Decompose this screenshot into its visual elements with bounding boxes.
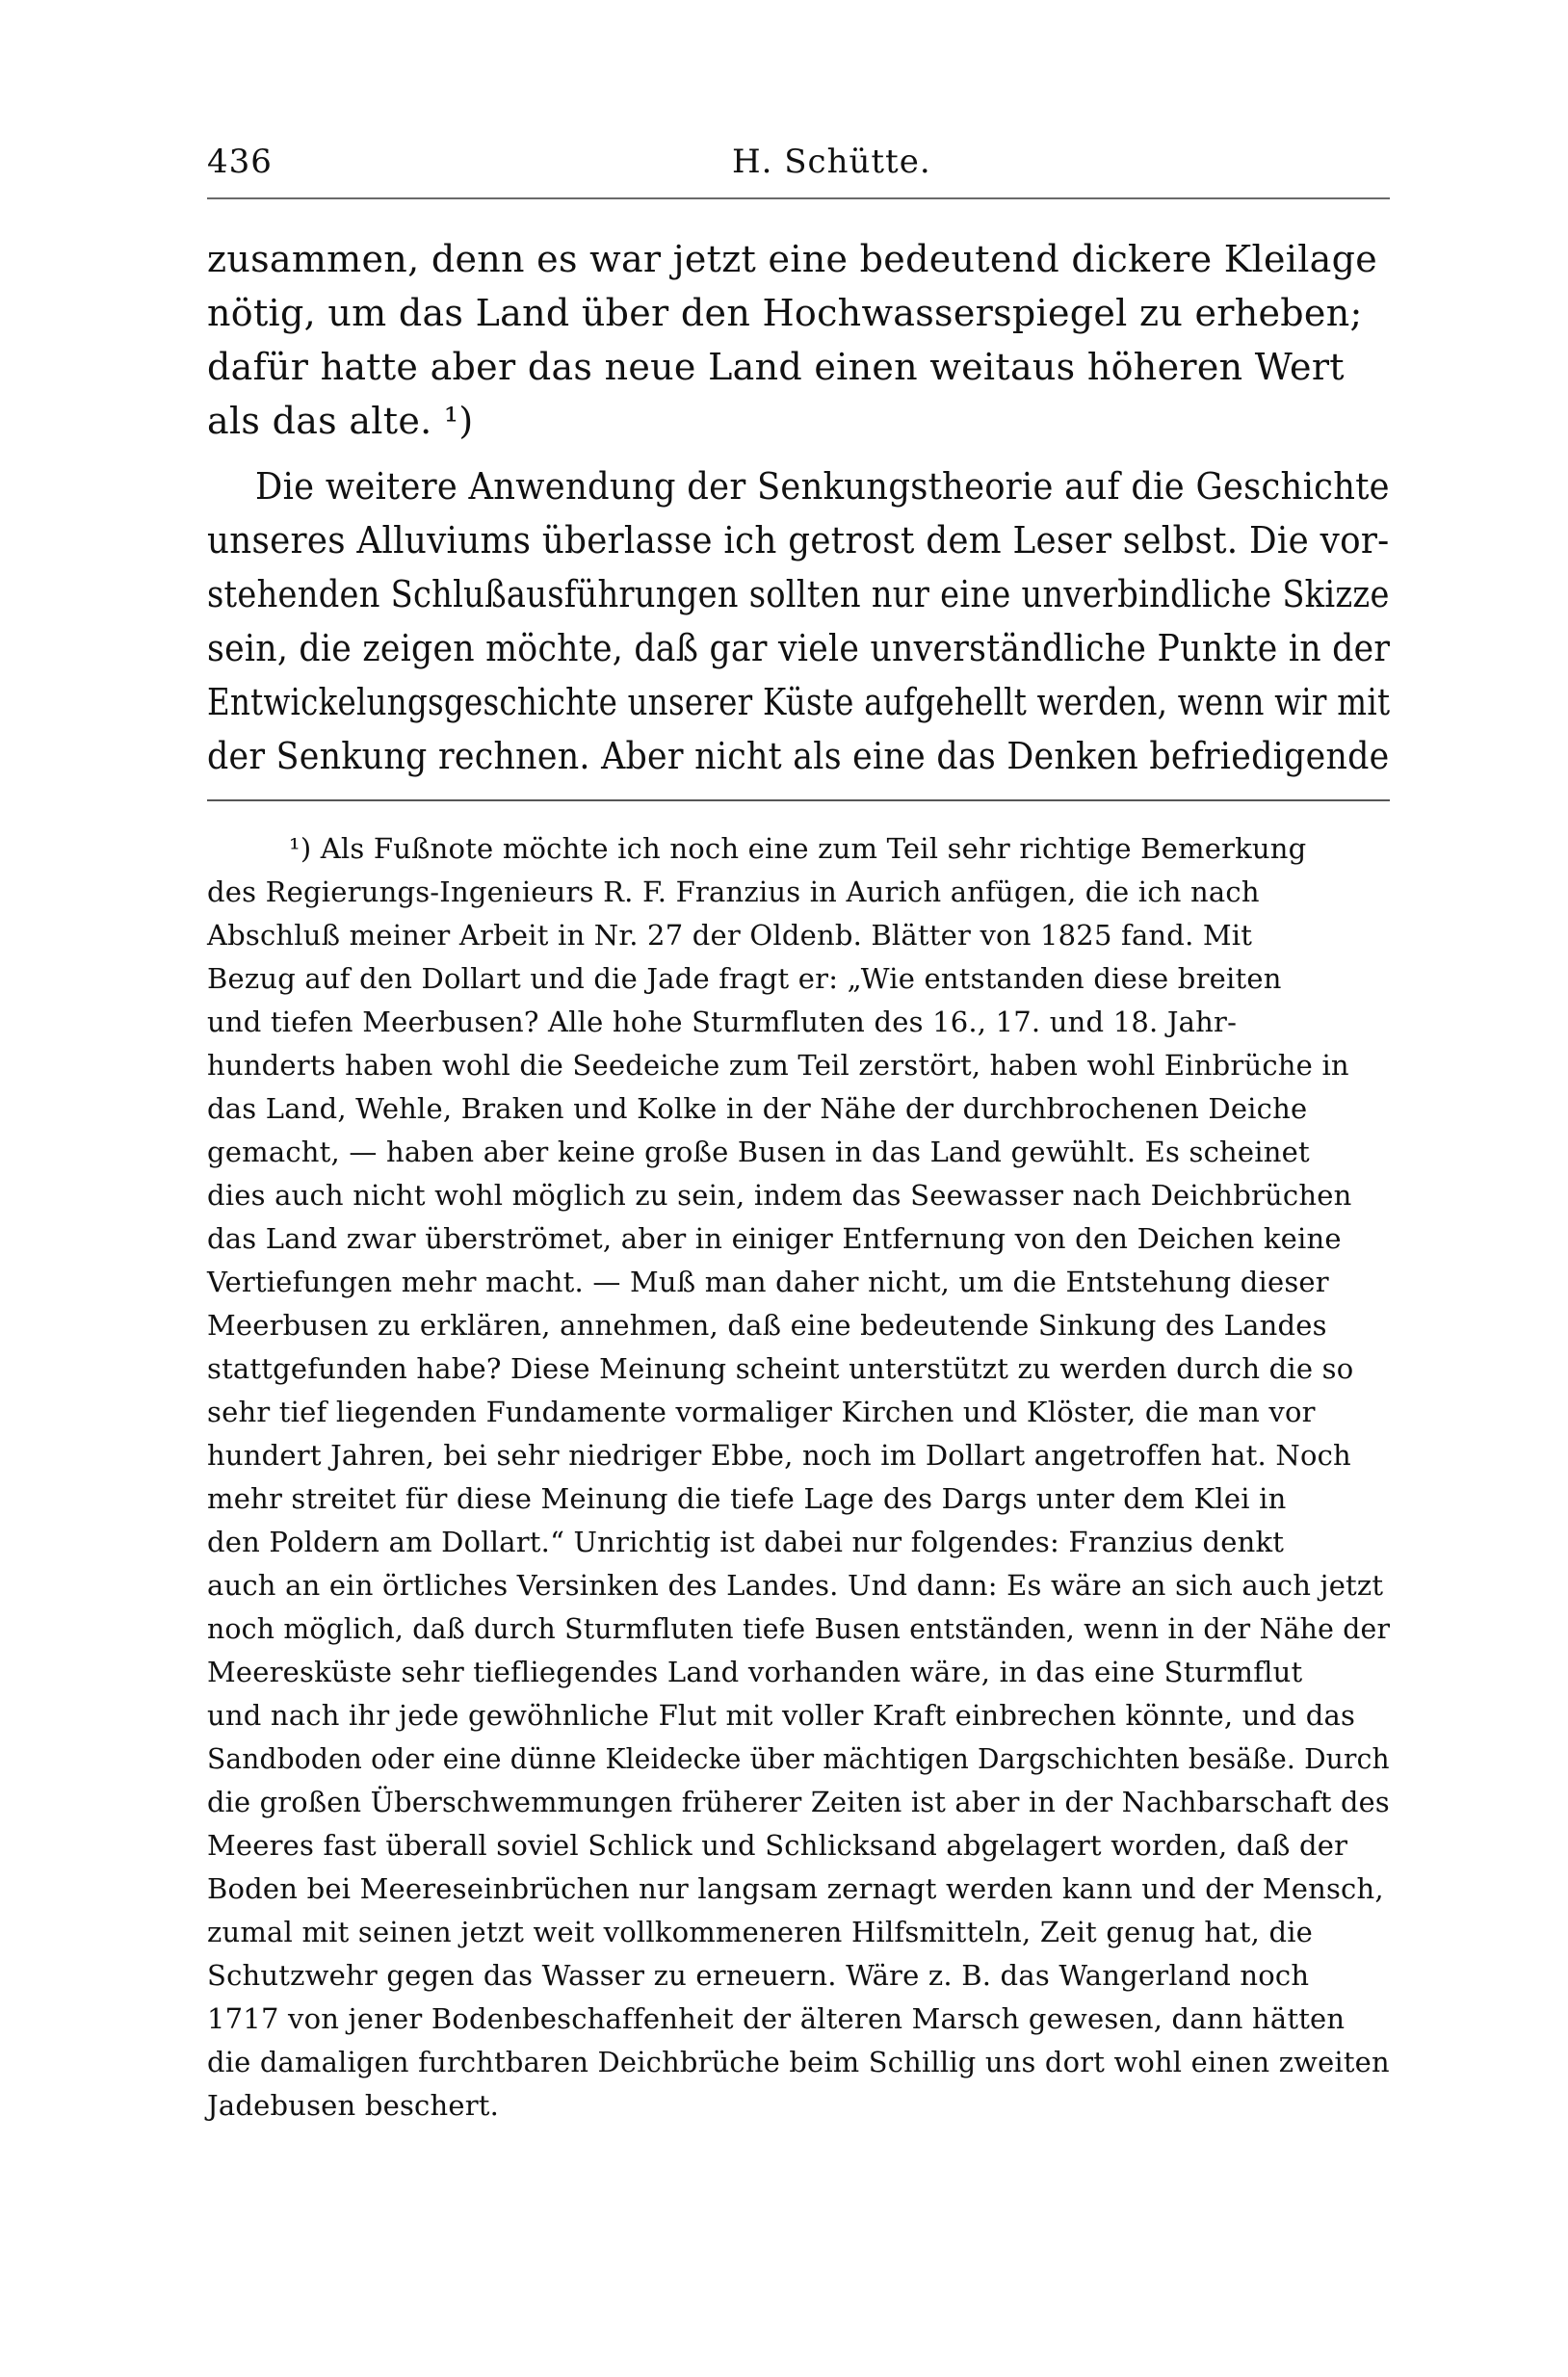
footnote-line: und tiefen Meerbusen? Alle hohe Sturmfluten des 16., 17. und 18. Jahr-: [207, 1006, 1238, 1038]
footnote-line: Schutzwehr gegen das Wasser zu erneuern. Wäre z. B. das Wangerland noch: [207, 1959, 1310, 1992]
footnote-line: gemacht, — haben aber keine große Busen in das Land gewühlt. Es scheinet: [207, 1136, 1310, 1168]
body-line: nötig, um das Land über den Hochwasserspiegel zu erheben;: [207, 292, 1363, 334]
footnote-line: auch an ein örtliches Versinken des Landes. Und dann: Es wäre an sich auch jetzt: [207, 1569, 1384, 1602]
body-line: zusammen, denn es war jetzt eine bedeutend dickere Kleilage: [207, 238, 1378, 280]
footnote-line: Meeres fast überall soviel Schlick und Schlicksand abgelagert worden, daß der: [207, 1829, 1348, 1862]
footnote-line: 1717 von jener Bodenbeschaffenheit der älteren Marsch gewesen, dann hätten: [207, 2002, 1346, 2035]
footnote-line: Abschluß meiner Arbeit in Nr. 27 der Oldenb. Blätter von 1825 fand. Mit: [207, 919, 1253, 952]
running-head: H. Schütte.: [732, 143, 931, 181]
footnote-line: Bezug auf den Dollart und die Jade fragt er: „Wie entstanden diese breiten: [207, 962, 1282, 995]
body-line: sein, die zeigen möchte, daß gar viele unverständliche Punkte in der: [207, 627, 1391, 669]
footnote-line: das Land, Wehle, Braken und Kolke in der Nähe der durchbrochenen Deiche: [207, 1092, 1308, 1125]
footnote-line: die großen Überschwemmungen früherer Zeiten ist aber in der Nachbarschaft des: [207, 1786, 1390, 1818]
body-line: Entwickelungsgeschichte unserer Küste aufgehellt werden, wenn wir mit: [207, 681, 1391, 723]
footnote-line: Jadebusen beschert.: [207, 2089, 500, 2122]
footnote-line: hundert Jahren, bei sehr niedriger Ebbe, noch im Dollart angetroffen hat. Noch: [207, 1439, 1351, 1472]
footnote-line: noch möglich, daß durch Sturmfluten tiefe Busen entständen, wenn in der Nähe der: [207, 1612, 1391, 1645]
footnote-line: dies auch nicht wohl möglich zu sein, indem das Seewasser nach Deichbrüchen: [207, 1179, 1352, 1212]
footnote-line: mehr streitet für diese Meinung die tiefe Lage des Dargs unter dem Klei in: [207, 1482, 1287, 1515]
footnote-line: die damaligen furchtbaren Deichbrüche beim Schillig uns dort wohl einen zweiten: [207, 2046, 1390, 2078]
body-line: unseres Alluviums überlasse ich getrost dem Leser selbst. Die vor-: [207, 519, 1390, 562]
page-number: 436: [207, 143, 273, 181]
footnote-line: Meeresküste sehr tiefliegendes Land vorhanden wäre, in das eine Sturmflut: [207, 1656, 1303, 1688]
footnote-line: Meerbusen zu erklären, annehmen, daß eine bedeutende Sinkung des Landes: [207, 1309, 1327, 1342]
footnote-line: zumal mit seinen jetzt weit vollkommeneren Hilfsmitteln, Zeit genug hat, die: [207, 1916, 1314, 1948]
footnote-line: den Poldern am Dollart.“ Unrichtig ist dabei nur folgendes: Franzius denkt: [207, 1526, 1285, 1558]
footnote-line: ¹) Als Fußnote möchte ich noch eine zum Teil sehr richtige Bemerkung: [289, 832, 1307, 865]
body-line: als das alte. ¹): [207, 400, 474, 442]
body-line: der Senkung rechnen. Aber nicht als eine das Denken befriedigende: [207, 735, 1390, 777]
page-header: [207, 135, 1392, 193]
footnote-rule: [207, 799, 1390, 801]
body-line: dafür hatte aber das neue Land einen weitaus höheren Wert: [207, 346, 1345, 388]
footnote-line: Vertiefungen mehr macht. — Muß man daher nicht, um die Entstehung dieser: [207, 1266, 1329, 1298]
footnote-line: das Land zwar überströmet, aber in einiger Entfernung von den Deichen keine: [207, 1222, 1342, 1255]
footnote-line: hunderts haben wohl die Seedeiche zum Teil zerstört, haben wohl Einbrüche in: [207, 1049, 1349, 1082]
footnote-line: des Regierungs-Ingenieurs R. F. Franzius in Aurich anfügen, die ich nach: [207, 875, 1260, 908]
footnote-line: Sandboden oder eine dünne Kleidecke über mächtigen Dargschichten besäße. Durch: [207, 1742, 1390, 1775]
footnote-line: Boden bei Meereseinbrüchen nur langsam zernagt werden kann und der Mensch,: [207, 1872, 1384, 1905]
footnote-line: sehr tief liegenden Fundamente vormaliger Kirchen und Klöster, die man vor: [207, 1396, 1316, 1428]
body-line: Die weitere Anwendung der Senkungstheorie auf die Geschichte: [255, 465, 1390, 508]
body-line: stehenden Schlußausführungen sollten nur eine unverbindliche Skizze: [207, 573, 1390, 615]
header-rule: [207, 197, 1390, 199]
footnote-line: und nach ihr jede gewöhnliche Flut mit voller Kraft einbrechen könnte, und das: [207, 1699, 1356, 1732]
footnote-line: stattgefunden habe? Diese Meinung scheint unterstützt zu werden durch die so: [207, 1352, 1354, 1385]
